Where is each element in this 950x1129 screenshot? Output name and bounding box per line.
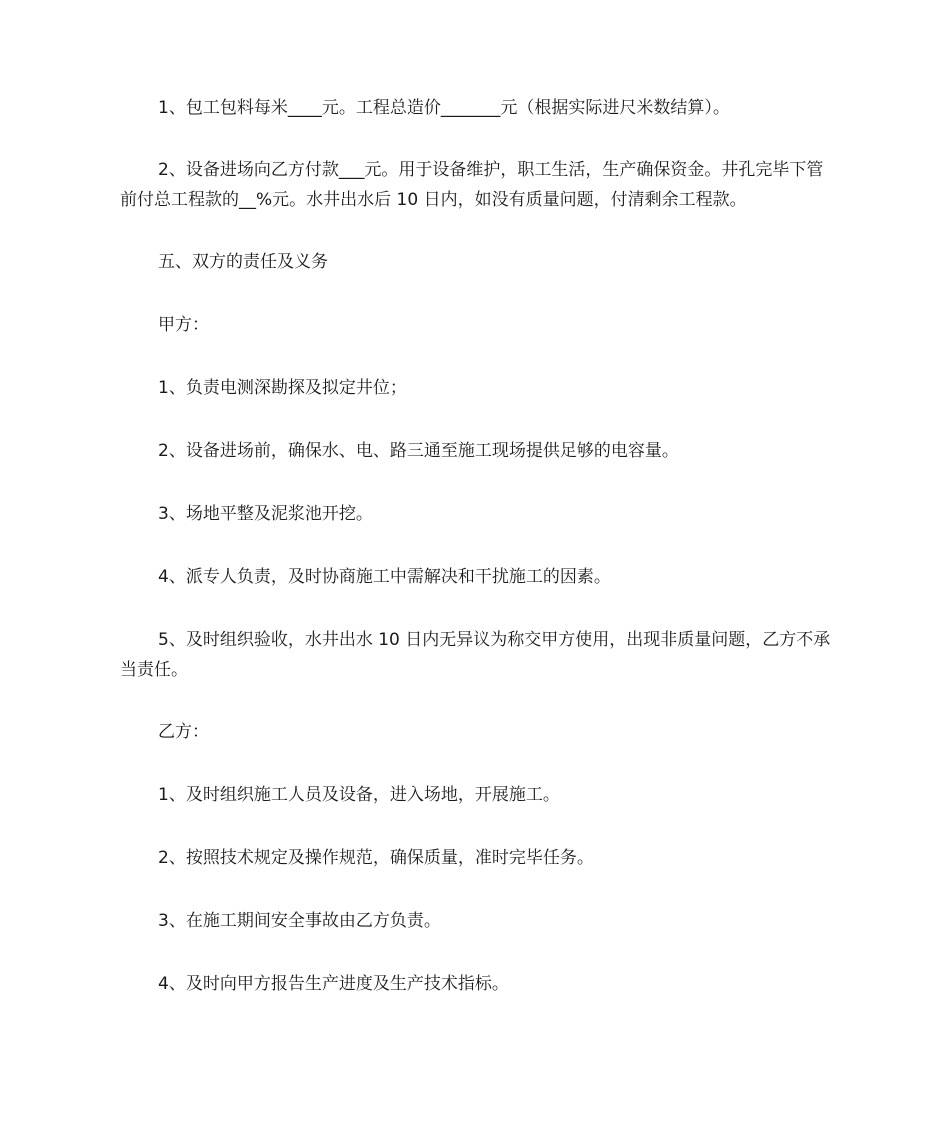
party-a-item-3: 3、场地平整及泥浆池开挖。 [158, 504, 373, 524]
party-a-item-1: 1、负责电测深勘探及拟定井位； [158, 378, 407, 398]
party-b-item-3: 3、在施工期间安全事故由乙方负责。 [158, 911, 441, 931]
payment-clause-2: 2、设备进场向乙方付款___元。用于设备维护，职工生活，生产确保资金。井孔完毕下管前付总工程款的__%元。水井出水后 10 日内，如没有质量问题，付清剩余工程款。 [120, 160, 824, 210]
payment-clause-1: 1、包工包料每米____元。工程总造价_______元（根据实际进尺米数结算）。 [158, 98, 730, 118]
party-b-item-1: 1、及时组织施工人员及设备，进入场地，开展施工。 [158, 785, 560, 805]
section-heading-responsibilities: 五、双方的责任及义务 [158, 252, 328, 272]
party-a-item-4: 4、派专人负责，及时协商施工中需解决和干扰施工的因素。 [158, 567, 611, 587]
party-a-item-2: 2、设备进场前，确保水、电、路三通至施工现场提供足够的电容量。 [158, 441, 679, 461]
party-b-heading: 乙方： [158, 722, 209, 742]
party-b-item-4: 4、及时向甲方报告生产进度及生产技术指标。 [158, 974, 509, 994]
party-a-heading: 甲方： [158, 315, 209, 335]
document-page [120, 93, 832, 1032]
party-a-item-5: 5、及时组织验收，水井出水 10 日内无异议为称交甲方使用，出现非质量问题，乙方不承当责任。 [120, 630, 831, 680]
party-b-item-2: 2、按照技术规定及操作规范，确保质量，准时完毕任务。 [158, 848, 594, 868]
